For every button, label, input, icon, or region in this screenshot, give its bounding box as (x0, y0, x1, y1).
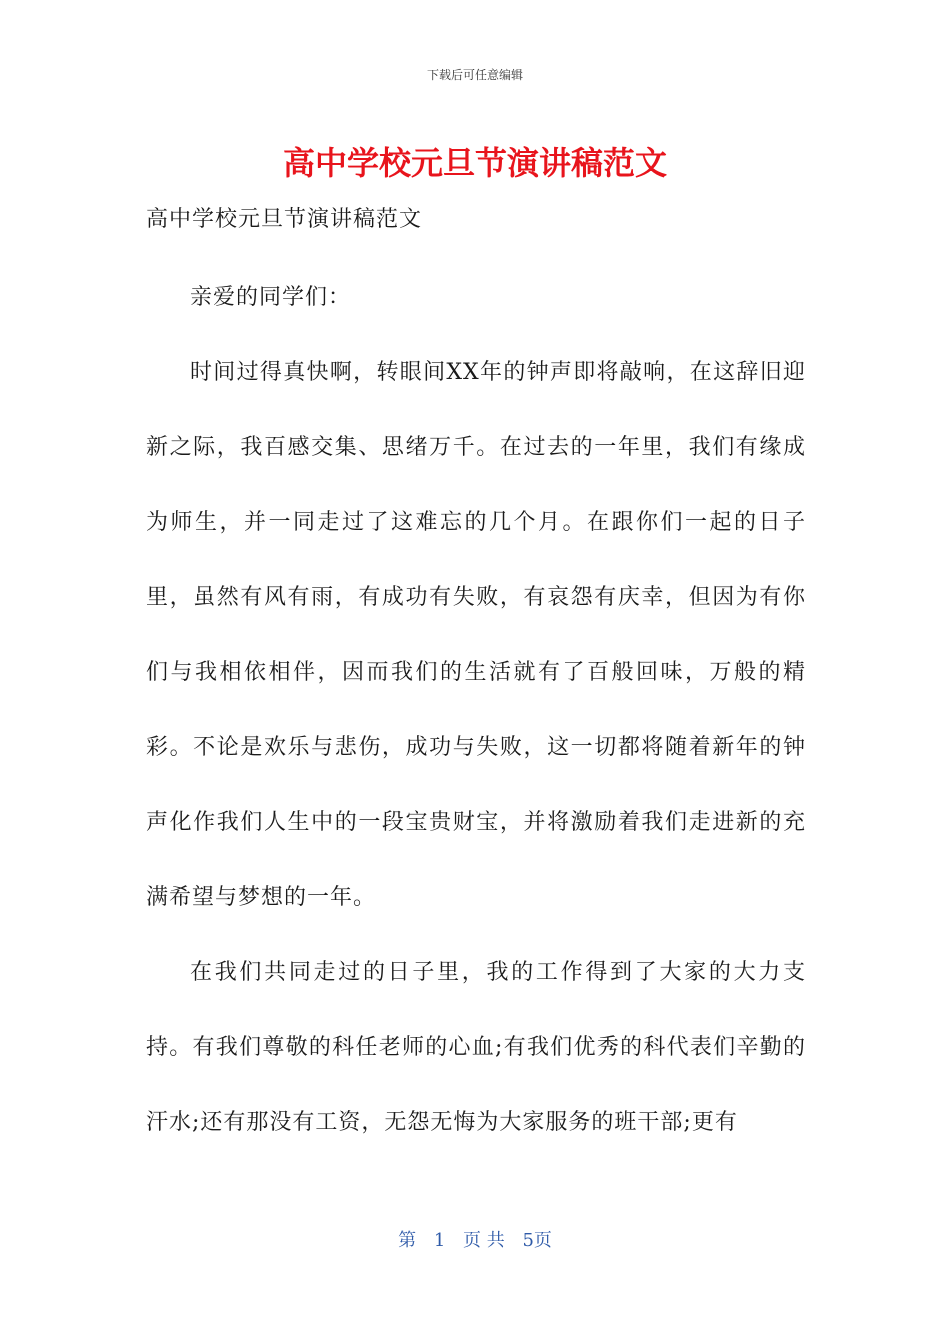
footer-prefix: 第 (398, 1230, 417, 1251)
header-note: 下载后可任意编辑 (426, 68, 523, 82)
document-title: 高中学校元旦节演讲稿范文 (282, 144, 667, 182)
paragraph-2: 在我们共同走过的日子里，我的工作得到了大家的大力支持。有我们尊敬的科任老师的心血;有我们优秀的科代表们辛勤的汗水;还有那没有工资，无怨无悔为大家服务的班干部;更有 (146, 960, 806, 1135)
page-footer (0, 1226, 950, 1252)
paragraph-greeting: 亲爱的同学们： (190, 285, 352, 310)
footer-middle: 页 共 (463, 1230, 505, 1251)
footer-total-pages: 5页 (522, 1230, 552, 1251)
footer-current-page: 1 (433, 1230, 446, 1251)
paragraph-1: 时间过得真快啊，转眼间XX年的钟声即将敲响，在这辞旧迎新之际，我百感交集、思绪万千。在过去的一年里，我们有缘成为师生，并一同走过了这难忘的几个月。在跟你们一起的日子里，虽然有风有雨，有成功有失败，有哀怨有庆幸，但因为有你们与我相依相伴，因而我们的生活就有了百般回味，万般的精彩。不论是欢乐与悲伤，成功与失败，这一切都将随着新年的钟声化作我们人生中的一段宝贵财宝，并将激励着我们走进新的充满希望与梦想的一年。 (146, 360, 806, 910)
document-subtitle: 高中学校元旦节演讲稿范文 (146, 207, 423, 232)
document-body (146, 195, 806, 1160)
